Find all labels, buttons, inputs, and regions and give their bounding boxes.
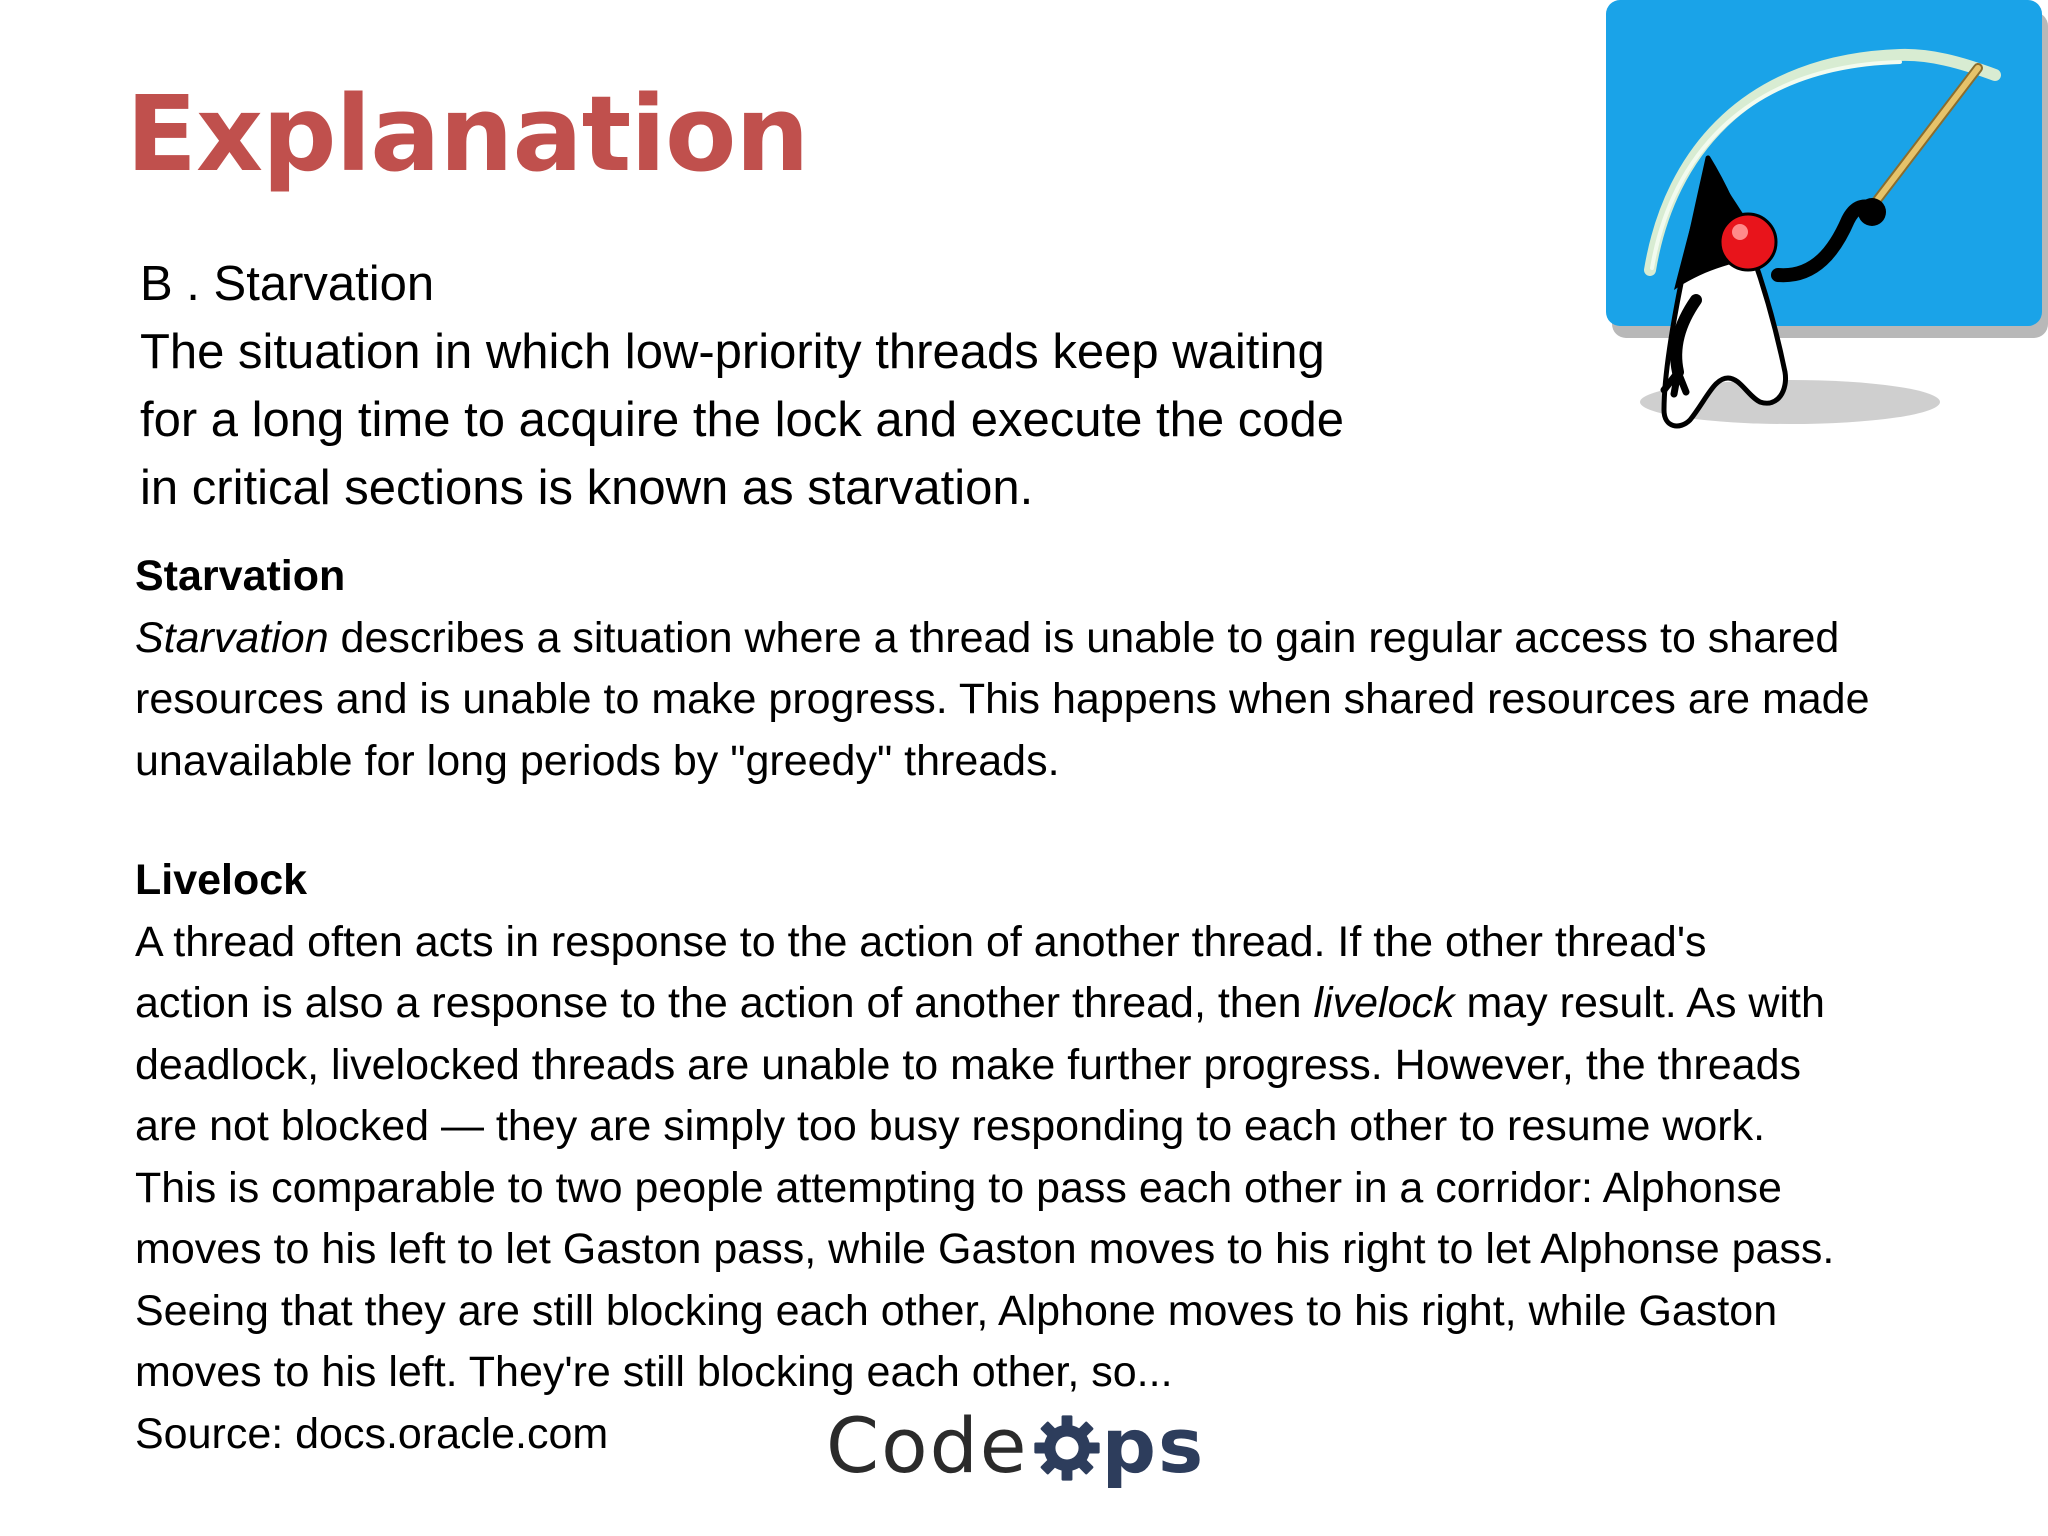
livelock-line: A thread often acts in response to the action of another thread. If the other thread's [135,917,1707,966]
livelock-section [135,850,2015,1404]
starvation-line: resources and is unable to make progress. This happens when shared resources are made [135,675,1870,723]
livelock-line: deadlock, livelocked threads are unable to make further progress. However, the threads [135,1040,1801,1089]
intro-text [140,250,1460,522]
livelock-line: Seeing that they are still blocking each other, Alphone moves to his right, while Gaston [135,1286,1778,1335]
starvation-line: unavailable for long periods by "greedy" threads. [135,736,1060,785]
starvation-section [135,546,2015,792]
gear-icon [1033,1411,1101,1479]
livelock-line: moves to his left. They're still blocking each other, so... [135,1348,1173,1396]
source-citation: Source: docs.oracle.com [135,1410,609,1458]
livelock-line-text: action is also a response to the action of another thread, then [135,979,1314,1027]
livelock-line: This is comparable to two people attempting to pass each other in a corridor: Alphonse [135,1163,1782,1212]
livelock-term: livelock [1313,979,1455,1027]
livelock-heading: Livelock [135,856,308,904]
livelock-line: moves to his left to let Gaston pass, while Gaston moves to his right to let Alphonse pass. [135,1225,1835,1273]
starvation-line-text: describes a situation where a thread is unable to gain regular access to shared [328,613,1840,662]
intro-line: in critical sections is known as starvation. [140,461,1034,515]
logo-text-left: Code [826,1400,1029,1490]
livelock-line-text: may result. As with [1454,979,1825,1027]
intro-line: The situation in which low-priority threads keep waiting [140,325,1325,379]
livelock-line [135,973,2015,1035]
intro-line: for a long time to acquire the lock and execute the code [140,393,1344,447]
slide-title: Explanation [126,73,809,195]
java-duke-mascot-icon [1600,0,2048,440]
starvation-term: Starvation [135,613,329,662]
livelock-line: are not blocked — they are simply too busy responding to each other to resume work. [135,1102,1766,1150]
intro-line: B . Starvation [140,257,435,311]
logo-text-right: ps [1101,1400,1206,1490]
starvation-heading: Starvation [135,552,346,600]
codeops-logo [826,1400,1205,1490]
starvation-line [135,608,2015,670]
